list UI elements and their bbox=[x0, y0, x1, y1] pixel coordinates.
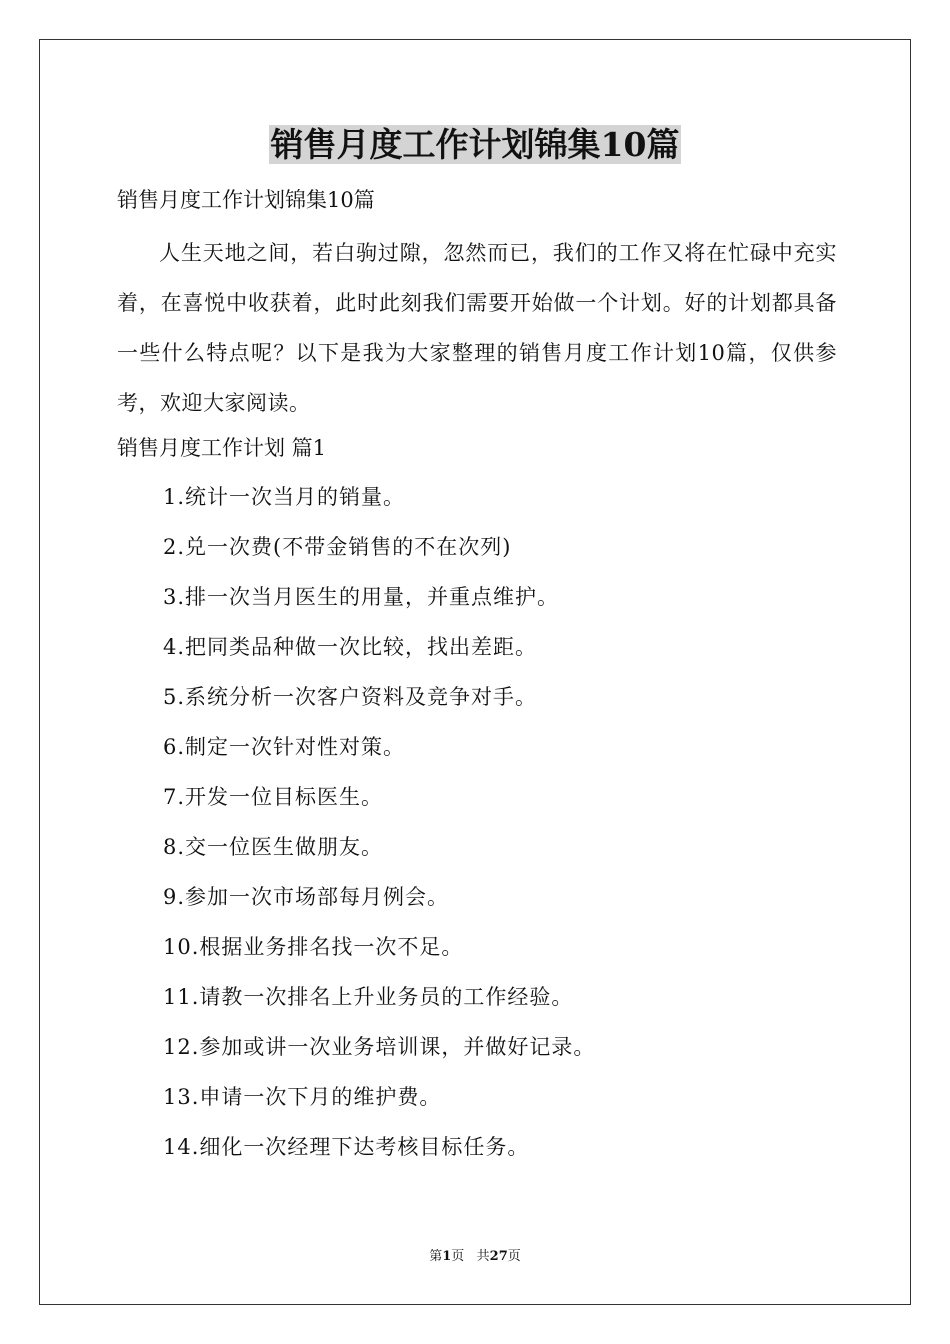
plan-item: 2.兑一次费(不带金销售的不在次列) bbox=[163, 535, 512, 559]
plan-item: 1.统计一次当月的销量。 bbox=[163, 485, 406, 509]
plan-item: 14.细化一次经理下达考核目标任务。 bbox=[163, 1135, 530, 1159]
footer-page-current: 1 bbox=[442, 1249, 452, 1264]
plan-item: 10.根据业务排名找一次不足。 bbox=[163, 935, 464, 959]
document-title bbox=[0, 122, 950, 168]
page-footer bbox=[0, 1248, 950, 1266]
plan-item: 6.制定一次针对性对策。 bbox=[163, 735, 406, 759]
plan-item: 8.交一位医生做朋友。 bbox=[163, 835, 384, 859]
intro-paragraph: 人生天地之间，若白驹过隙，忽然而已，我们的工作又将在忙碌中充实着，在喜悦中收获着，此时此刻我们需要开始做一个计划。好的计划都具备一些什么特点呢？以下是我为大家整理的销售月度工作计划10篇，仅供参考，欢迎大家阅读。 bbox=[117, 241, 837, 415]
footer-page-middle: 页 共 bbox=[451, 1249, 490, 1264]
document-subtitle: 销售月度工作计划锦集10篇 bbox=[117, 188, 375, 212]
footer-page-suffix: 页 bbox=[507, 1249, 521, 1264]
section-heading: 销售月度工作计划 篇1 bbox=[117, 436, 327, 460]
plan-item: 11.请教一次排名上升业务员的工作经验。 bbox=[163, 985, 574, 1009]
plan-item: 13.申请一次下月的维护费。 bbox=[163, 1085, 442, 1109]
plan-item: 9.参加一次市场部每月例会。 bbox=[163, 885, 450, 909]
footer-page-prefix: 第 bbox=[429, 1249, 443, 1264]
plan-item: 7.开发一位目标医生。 bbox=[163, 785, 384, 809]
plan-item: 3.排一次当月医生的用量，并重点维护。 bbox=[163, 585, 560, 609]
plan-item: 5.系统分析一次客户资料及竞争对手。 bbox=[163, 685, 538, 709]
plan-item: 12.参加或讲一次业务培训课，并做好记录。 bbox=[163, 1035, 596, 1059]
plan-item: 4.把同类品种做一次比较，找出差距。 bbox=[163, 635, 538, 659]
footer-page-total: 27 bbox=[489, 1249, 508, 1264]
plan-item-list bbox=[163, 472, 595, 1172]
document-title-text: 销售月度工作计划锦集10篇 bbox=[270, 125, 680, 164]
